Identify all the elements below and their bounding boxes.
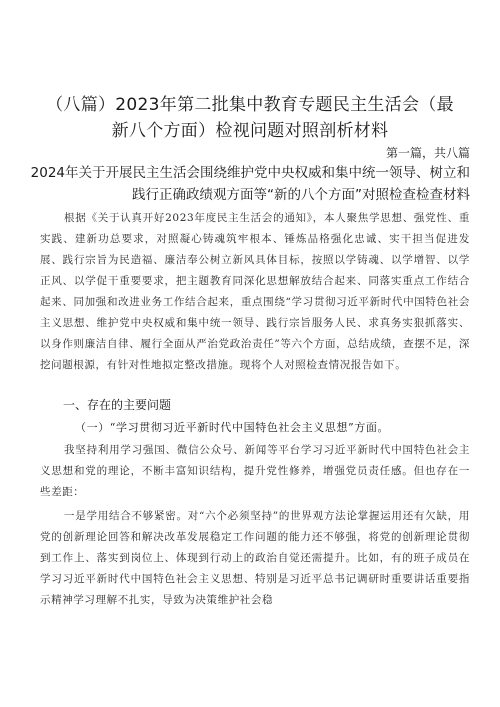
- paragraph-point-one: 一是学用结合不够紧密。对“六个必须坚持”的世界观方法论掌握运用还有欠缺，用党的创新理论回答和解决改革发展稳定工作问题的能力还不够强，将党的创新理论贯彻到工作上、落实到岗位上、体现到行动上的政治自觉还需提升。比如，有的班子成员在学习习近平新时代中国特色社会主义思想、特别是习近平总书记调研时重要讲话重要指示精神学习理解不扎实，导致为决策维护社会稳: [40, 510, 470, 606]
- part-label: 第一篇，共八篇: [385, 146, 470, 160]
- paragraph-study-overview: 我坚持利用学习强国、微信公众号、新闻等平台学习习近平新时代中国特色社会主义思想和党的理论，不断丰富知识结构，提升党性修养，增强党员责任感。但也存在一些差距：: [40, 444, 470, 498]
- document-title: （八篇）2023年第二批集中教育专题民主生活会（最新八个方面）检视问题对照剖析材料: [46, 95, 454, 141]
- section-title: 2024年关于开展民主生活会围绕维护党中央权威和集中统一领导、树立和践行正确政绩观方面等“新的八个方面”对照检查检查材料: [30, 165, 470, 203]
- subheading-study: （一）“学习贯彻习近平新时代中国特色社会主义思想”方面。: [75, 421, 390, 434]
- heading-problems: 一、存在的主要问题: [63, 398, 172, 412]
- intro-paragraph: 根据《关于认真开好2023年度民主生活会的通知》，本人聚焦学思想、强党性、重实践、建新功总要求，对照凝心铸魂筑牢根本、锤炼品格强化忠诚、实干担当促进发展、践行宗旨为民造福、廉洁奉公树立新风具体目标，按照以学铸魂、以学增智、以学正风、以学促干重要要求，把主题教育同深化思想解放结合起来、同落实重点工作结合起来、同加强和改进业务工作结合起来，重点围绕“学习贯彻习近平新时代中国特色社会主义思想、维护党中央权威和集中统一领导、践行宗旨服务人民、求真务实狠抓落实、以身作则廉洁自律、履行全面从严治党政治责任”等六个方面，总结成绩，查摆不足，深挖问题根源，有针对性地拟定整改措施。现将个人对照检查情况报告如下。: [40, 212, 470, 371]
